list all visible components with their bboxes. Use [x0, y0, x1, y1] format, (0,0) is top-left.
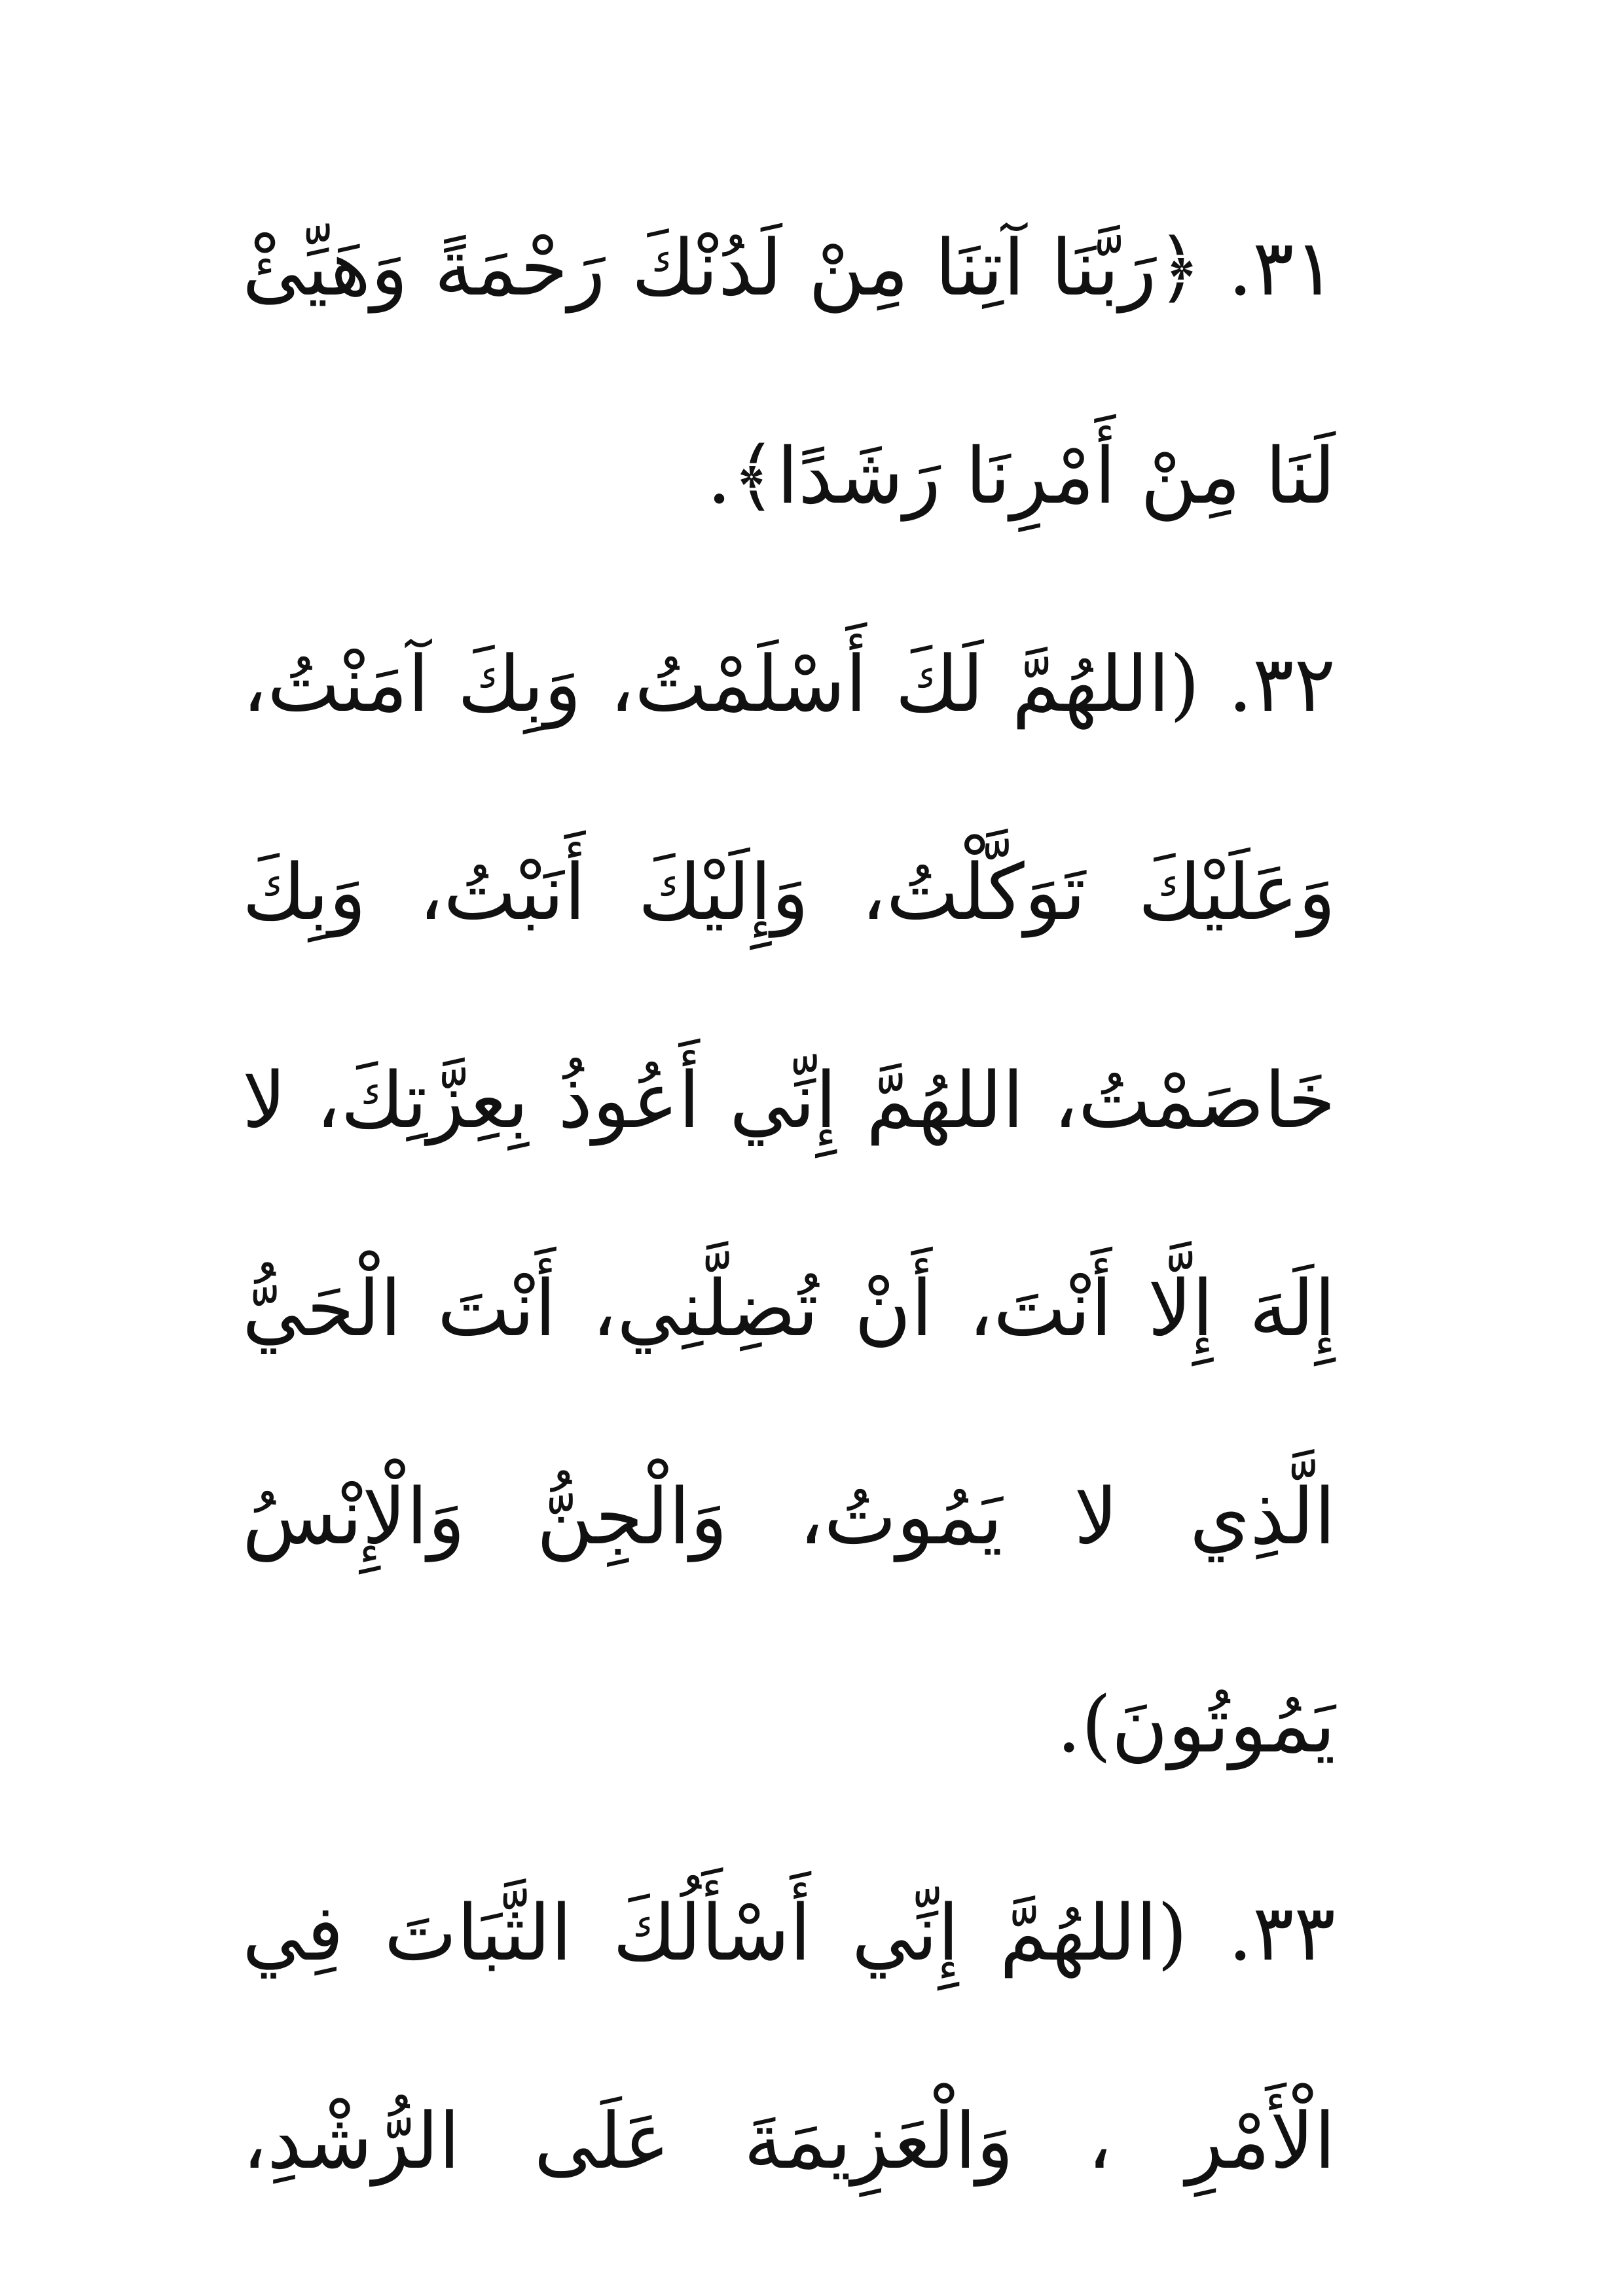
text-line-9: ٣٣. (اللهُمَّ إِنِّي أَسْأَلُكَ الثَّبَاتَ فِي: [242, 1888, 1336, 1978]
text-line-5: خَاصَمْتُ، اللهُمَّ إِنِّي أَعُوذُ بِعِزَّتِكَ، لا: [242, 1055, 1336, 1145]
text-line-10: الْأَمْرِ ، وَالْعَزِيمَةَ عَلَى الرُّشْدِ،: [242, 2096, 1336, 2186]
text-line-8: يَمُوتُونَ).: [1056, 1679, 1336, 1770]
text-line-4: وَعَلَيْكَ تَوَكَّلْتُ، وَإِلَيْكَ أَنَبْتُ، وَبِكَ: [242, 847, 1336, 937]
text-line-2: لَنَا مِنْ أَمْرِنَا رَشَدًا﴾.: [706, 431, 1336, 521]
text-line-7: الَّذِي لا يَمُوتُ، وَالْجِنُّ وَالْإِنْسُ: [242, 1471, 1336, 1562]
text-line-6: إِلَهَ إِلَّا أَنْتَ، أَنْ تُضِلَّنِي، أَنْتَ الْحَيُّ: [242, 1263, 1336, 1354]
supplication-text: [242, 164, 1336, 2245]
text-line-3: ٣٢. (اللهُمَّ لَكَ أَسْلَمْتُ، وَبِكَ آمَنْتُ،: [242, 639, 1336, 729]
text-line-1: ٣١. ﴿رَبَّنَا آتِنَا مِنْ لَدُنْكَ رَحْمَةً وَهَيِّئْ: [242, 223, 1336, 313]
